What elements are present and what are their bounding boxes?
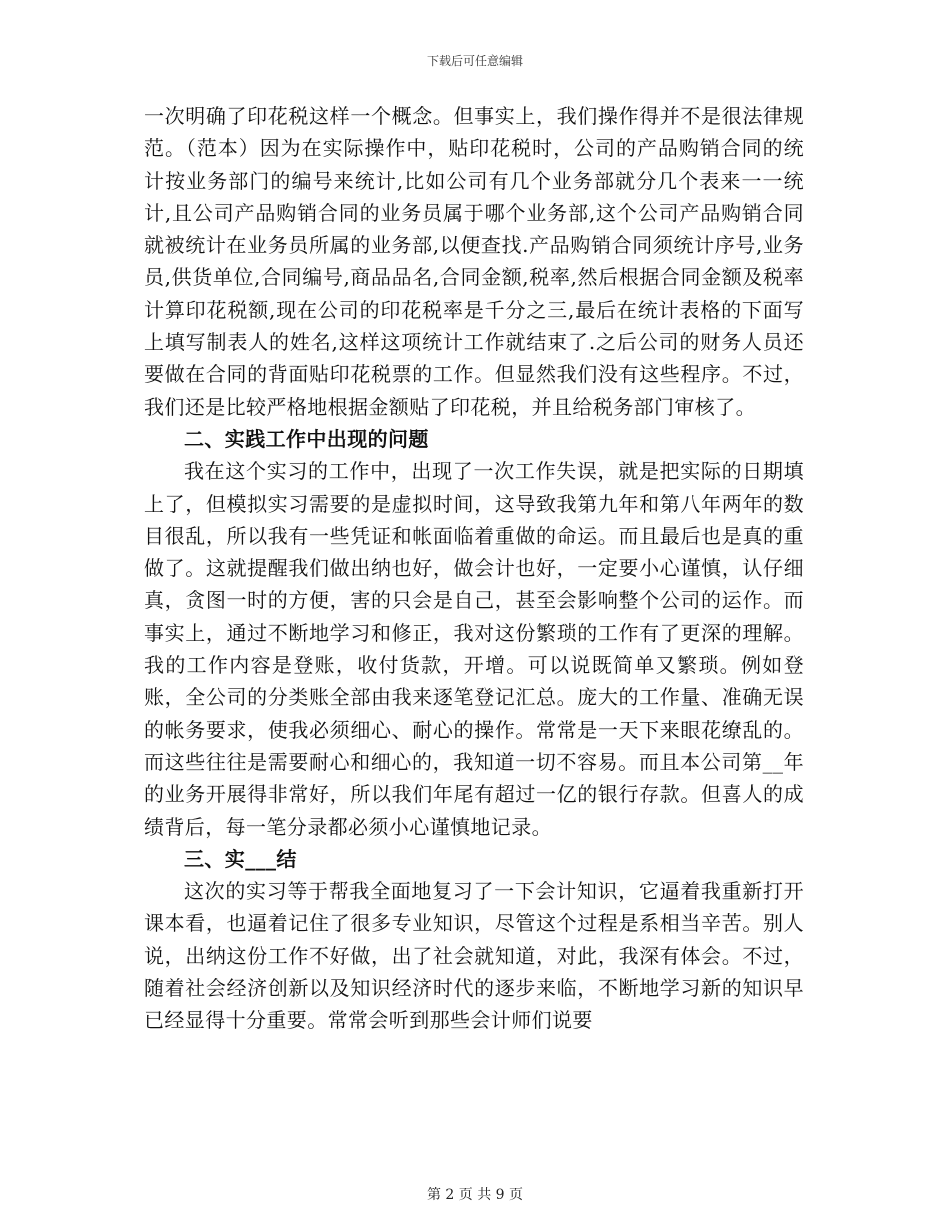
paragraph-problems: 我在这个实习的工作中，出现了一次工作失误，就是把实际的日期填上了，但模拟实习需要的是虚拟时间，这导致我第九年和第八年两年的数目很乱，所以我有一些凭证和帐面临着重做的命运。而且最后也是真的重做了。这就提醒我们做出纳也好，做会计也好，一定要小心谨慎，认仔细真，贪图一时的方便，害的只会是自己，甚至会影响整个公司的运作。而事实上，通过不断地学习和修正，我对这份繁琐的工作有了更深的理解。我的工作内容是登账，收付货款，开增。可以说既简单又繁琐。例如登账，全公司的分类账全部由我来逐笔登记汇总。庞大的工作量、准确无误的帐务要求，使我必须细心、耐心的操作。常常是一天下来眼花缭乱的。而这些往往是需要耐心和细心的，我知道一切不容易。而且本公司第__年的业务开展得非常好，所以我们年尾有超过一亿的银行存款。但喜人的成绩背后，每一笔分录都必须小心谨慎地记录。 bbox=[144, 459, 804, 839]
document-body bbox=[144, 100, 804, 1037]
paragraph-summary: 这次的实习等于帮我全面地复习了一下会计知识，它逼着我重新打开课本看，也逼着记住了很多专业知识，尽管这个过程是系相当辛苦。别人说，出纳这份工作不好做，出了社会就知道，对此，我深有体会。不过，随着社会经济创新以及知识经济时代的逐步来临，不断地学习新的知识早已经显得十分重要。常常会听到那些会计师们说要 bbox=[144, 879, 804, 1033]
section-heading-summary: 三、实___结 bbox=[184, 846, 297, 871]
section-heading-problems: 二、实践工作中出现的问题 bbox=[184, 426, 429, 451]
paragraph-continued: 一次明确了印花税这样一个概念。但事实上，我们操作得并不是很法律规范。（范本）因为在实际操作中，贴印花税时，公司的产品购销合同的统计按业务部门的编号来统计,比如公司有几个业务部就分几个表来一一统计,且公司产品购销合同的业务员属于哪个业务部,这个公司产品购销合同就被统计在业务员所属的业务部,以便查找.产品购销合同须统计序号,业务员,供货单位,合同编号,商品品名,合同金额,税率,然后根据合同金额及税率计算印花税额,现在公司的印花税率是千分之三,最后在统计表格的下面写上填写制表人的姓名,这样这项统计工作就结束了.之后公司的财务人员还要做在合同的背面贴印花税票的工作。但显然我们没有这些程序。不过，我们还是比较严格地根据金额贴了印花税，并且给税务部门审核了。 bbox=[144, 104, 804, 419]
page-number-footer: 第 2 页 共 9 页 bbox=[426, 1187, 524, 1203]
page-header: 下载后可任意编辑 bbox=[426, 54, 523, 68]
